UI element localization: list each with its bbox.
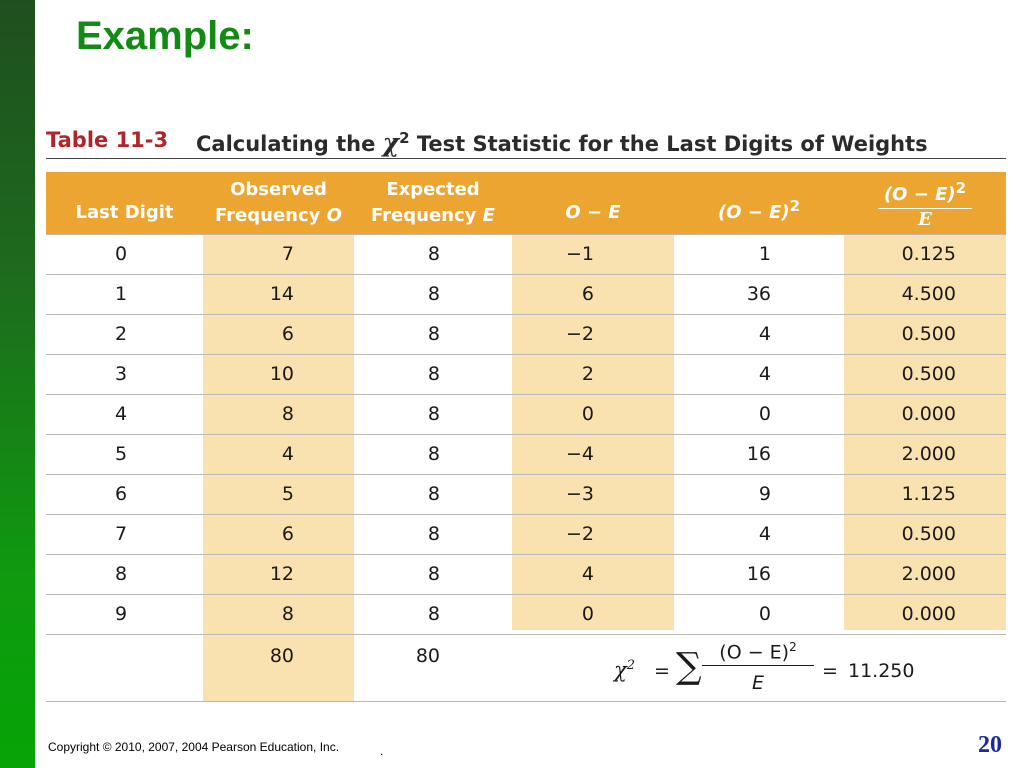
cell-diff: 4 <box>581 563 594 585</box>
cell-digit: 3 <box>114 363 128 385</box>
formula-numerator: $(O - E)^2$ <box>702 640 814 666</box>
table-header-row <box>46 172 1006 234</box>
formula-equals: = <box>654 660 670 682</box>
table-number: Table 11-3 <box>46 128 169 152</box>
cell-observed: 8 <box>281 603 294 625</box>
cell-diff-sq: 1 <box>758 243 771 265</box>
cell-observed: 12 <box>269 563 294 585</box>
header-o-minus-e-squared: $(O - E)^2$ <box>717 197 801 223</box>
cell-ratio: 0.500 <box>901 323 956 345</box>
cell-expected: 8 <box>427 403 440 425</box>
cell-ratio: 2.000 <box>901 443 956 465</box>
cell-diff: −2 <box>565 523 594 545</box>
cell-expected: 8 <box>427 283 440 305</box>
cell-diff-sq: 16 <box>746 443 771 465</box>
cell-ratio: 0.125 <box>901 243 956 265</box>
formula-denominator: E <box>751 672 764 694</box>
cell-diff: 0 <box>581 403 594 425</box>
slide-sidebar <box>0 0 35 768</box>
cell-diff-sq: 36 <box>746 283 771 305</box>
table-title <box>196 128 928 157</box>
cell-observed: 5 <box>281 483 294 505</box>
total-observed: 80 <box>269 645 294 667</box>
chi-square-formula <box>614 638 934 700</box>
cell-observed: 8 <box>281 403 294 425</box>
total-expected: 80 <box>415 645 440 667</box>
chi-exponent: 2 <box>399 129 410 147</box>
cell-diff: 0 <box>581 603 594 625</box>
header-expected: Expected Frequency E <box>371 179 495 226</box>
caption-prefix: Calculating the <box>196 132 376 156</box>
cell-diff-sq: 4 <box>758 323 771 345</box>
table-caption <box>46 124 1006 159</box>
header-o-minus-e: O − E <box>565 202 621 223</box>
copyright-text: Copyright © 2010, 2007, 2004 Pearson Education, Inc. <box>48 740 340 754</box>
cell-diff-sq: 4 <box>758 523 771 545</box>
cell-diff: −1 <box>565 243 594 265</box>
cell-expected: 8 <box>427 443 440 465</box>
formula-chi-square: $\chi^2$ <box>614 658 636 682</box>
cell-diff: −4 <box>565 443 594 465</box>
cell-diff: 2 <box>581 363 594 385</box>
formula-result: 11.250 <box>848 660 915 682</box>
cell-observed: 6 <box>281 523 294 545</box>
cell-ratio: 0.500 <box>901 523 956 545</box>
cell-expected: 8 <box>427 243 440 265</box>
cell-digit: 6 <box>114 483 128 505</box>
cell-observed: 7 <box>281 243 294 265</box>
cell-ratio: 0.500 <box>901 363 956 385</box>
cell-expected: 8 <box>427 563 440 585</box>
cell-ratio: 1.125 <box>901 483 956 505</box>
cell-digit: 0 <box>114 243 128 265</box>
page-number: 20 <box>978 732 1002 758</box>
cell-diff-sq: 9 <box>758 483 771 505</box>
cell-digit: 5 <box>114 443 128 465</box>
cell-ratio: 4.500 <box>901 283 956 305</box>
cell-diff: −2 <box>565 323 594 345</box>
cell-digit: 4 <box>114 403 128 425</box>
header-last-digit: Last Digit <box>75 202 174 223</box>
summation-icon: ∑ <box>676 646 702 687</box>
cell-diff-sq: 0 <box>758 403 771 425</box>
cell-expected: 8 <box>427 483 440 505</box>
cell-ratio: 2.000 <box>901 563 956 585</box>
cell-digit: 8 <box>114 563 128 585</box>
formula-equals-result: = <box>822 660 838 682</box>
cell-ratio: 0.000 <box>901 403 956 425</box>
chi-symbol: χ <box>382 128 400 157</box>
cell-diff-sq: 4 <box>758 363 771 385</box>
slide-title: Example: <box>76 14 254 58</box>
caption-suffix: Test Statistic for the Last Digits of Weights <box>416 132 928 156</box>
cell-diff: 6 <box>581 283 594 305</box>
table-bottom-border <box>46 701 1006 702</box>
header-ratio: $\frac{(O - E)^2}{E}$ <box>844 172 1006 234</box>
header-observed: Observed Frequency O <box>215 179 342 226</box>
cell-expected: 8 <box>427 523 440 545</box>
cell-digit: 9 <box>114 603 128 625</box>
cell-expected: 8 <box>427 323 440 345</box>
footer-mark: . <box>380 744 384 758</box>
cell-digit: 7 <box>114 523 128 545</box>
cell-digit: 1 <box>114 283 128 305</box>
cell-digit: 2 <box>114 323 128 345</box>
cell-diff-sq: 16 <box>746 563 771 585</box>
cell-diff: −3 <box>565 483 594 505</box>
cell-diff-sq: 0 <box>758 603 771 625</box>
cell-observed: 14 <box>269 283 294 305</box>
cell-observed: 6 <box>281 323 294 345</box>
cell-observed: 4 <box>281 443 294 465</box>
cell-expected: 8 <box>427 363 440 385</box>
table-row-divider <box>46 634 1006 635</box>
cell-ratio: 0.000 <box>901 603 956 625</box>
cell-expected: 8 <box>427 603 440 625</box>
cell-observed: 10 <box>269 363 294 385</box>
